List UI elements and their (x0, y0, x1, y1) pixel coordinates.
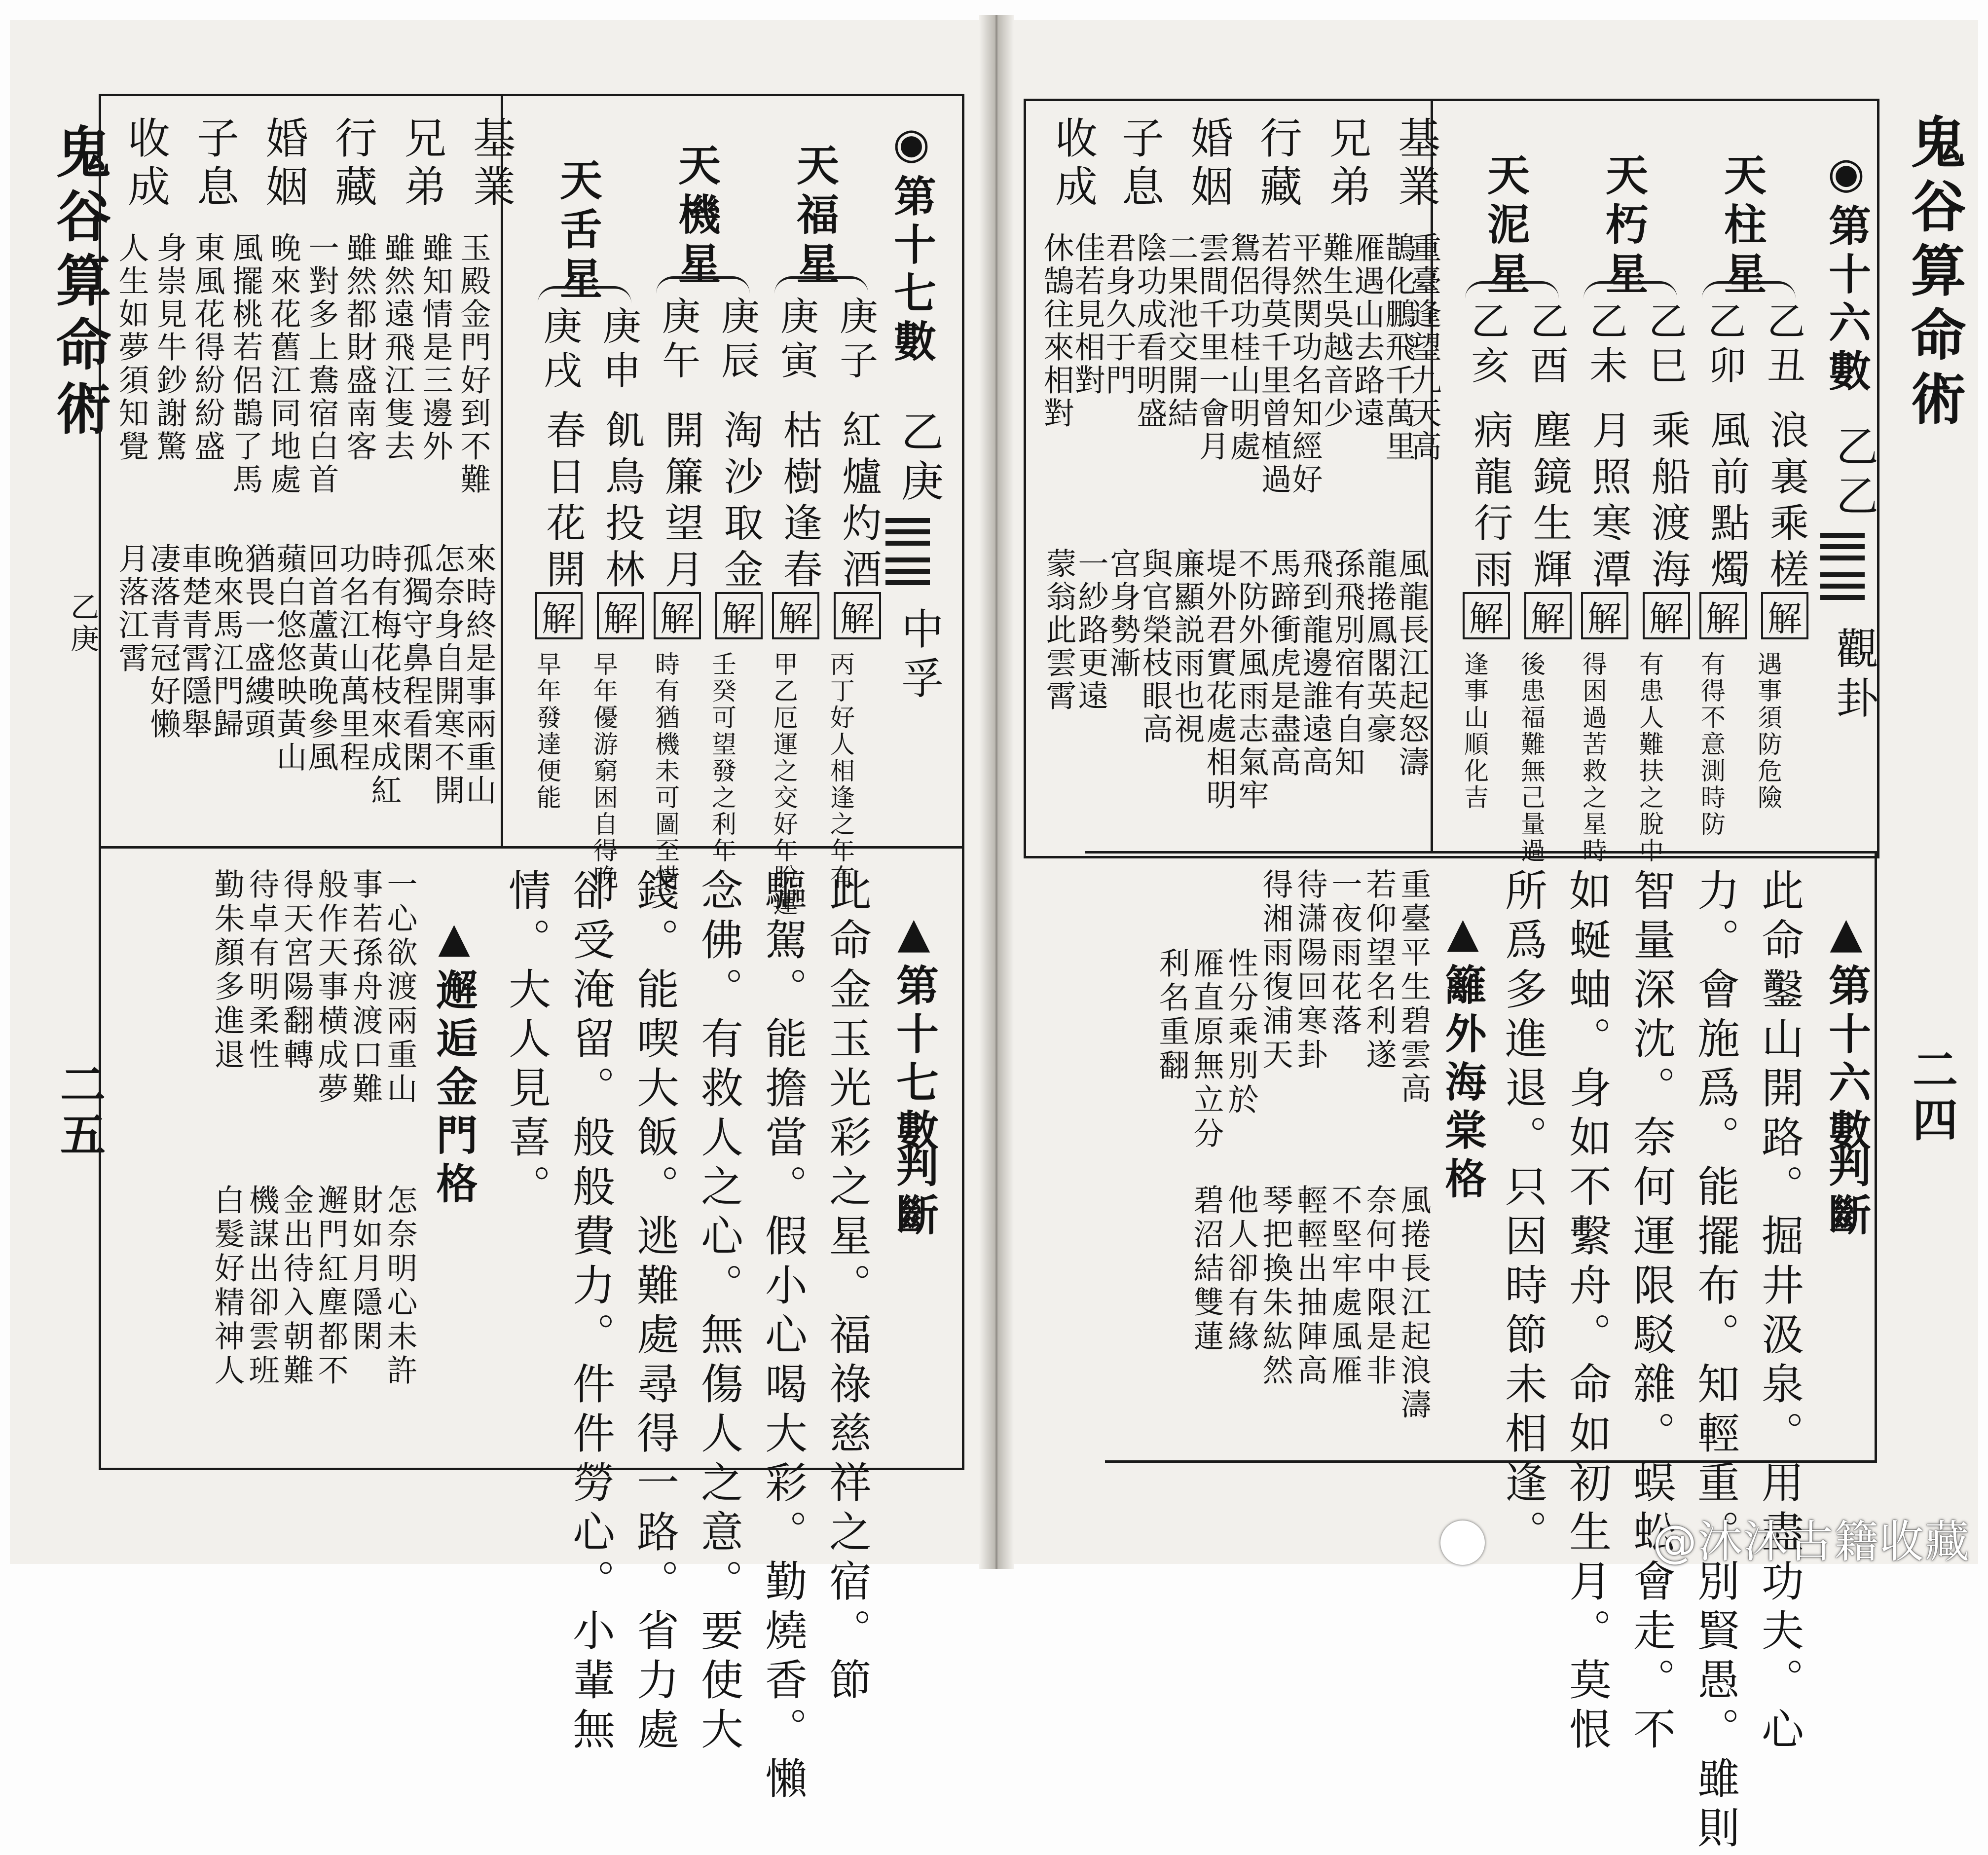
left-heading-xiongdi: 兄弟 (397, 116, 446, 213)
right-star-ganzhi: 乙未 (1583, 301, 1627, 390)
left-gua-name: 中孚 (894, 607, 943, 705)
right-upper-verse: 雲間千里一會月 (1194, 232, 1230, 463)
right-judgment-text: 智量深沈。奈何運限駁雜。蜈蚣會走。不 (1626, 868, 1675, 1756)
right-star-brace (1702, 281, 1796, 298)
right-frame-side (1875, 851, 1877, 1463)
right-poem-line: 碧沼結雙蓮 (1188, 1184, 1224, 1354)
left-heading-zixi: 子息 (189, 116, 239, 213)
book-gutter (979, 15, 1014, 1569)
right-upper-verse: 雁遇山去路遠 (1349, 232, 1385, 430)
left-margin-ganzhi: 乙庚 (66, 592, 99, 655)
left-star-ganzhi: 庚辰 (715, 296, 759, 385)
right-poem-line: 一夜雨花落 (1326, 868, 1362, 1039)
left-star-note: 甲乙厄運之交好年脫運 (770, 651, 798, 918)
left-judgment-text: 念佛。有救人之心。無傷人之意。要使大 (694, 868, 743, 1756)
left-upper-verse: 一對多上鴦宿白首 (303, 232, 339, 496)
right-poem-line: 利名重翻 (1154, 947, 1190, 1083)
right-lower-verse: 飛到龍邊誰遠高 (1297, 548, 1333, 779)
left-judgment-text: 情。大人見喜。 (501, 868, 551, 1214)
right-poem-line: 輕輕出抽陣高 (1292, 1184, 1328, 1388)
right-judgment-head: ▲第十六數 (1821, 908, 1871, 1157)
right-star-note: 逢事山順化吉 (1460, 651, 1489, 811)
left-upper-verse: 人生如夢須知覺 (113, 232, 149, 463)
right-upper-verse: 君身久于門 (1101, 232, 1137, 397)
right-lower-verse: 風龍長江起怒濤 (1394, 548, 1430, 779)
right-trigram-upper (1820, 533, 1865, 567)
left-judgment-text: 驅駕。能擔當。假小心喝大彩。勤燒香。懶 (758, 868, 807, 1806)
right-jie-box: 解 (1699, 592, 1747, 639)
right-lower-verse: 蒙翁此雲霄 (1041, 548, 1077, 713)
left-star-meaning: 枯樹逢春 (776, 409, 822, 595)
right-trigram-lower (1820, 572, 1865, 606)
left-heading-shoucheng: 收成 (120, 116, 170, 213)
left-star-meaning: 春日花開 (540, 409, 586, 595)
right-star-name: 天泥星 (1480, 153, 1530, 301)
right-jie-box: 解 (1524, 592, 1572, 639)
right-upper-verse: 難生吳越音少 (1318, 232, 1354, 430)
right-star-meaning: 塵鏡生輝 (1526, 409, 1572, 595)
right-star-meaning: 病龍行雨 (1467, 409, 1513, 595)
right-star-ganzhi: 乙酉 (1524, 301, 1568, 390)
left-upper-verse: 東風花得紛紛盛 (189, 232, 225, 463)
left-star-meaning: 淘沙取金 (717, 409, 763, 595)
left-star-meaning: 紅爐灼酒 (836, 409, 882, 595)
left-lower-verse: 蘋白悠悠映黃山 (271, 543, 307, 774)
right-poem-line: 雁直原無立分 (1188, 947, 1224, 1151)
left-poem-line: 邂門紅塵都不 (313, 1184, 349, 1388)
left-heading-xingcang: 行藏 (328, 116, 377, 213)
right-heading-hunyin: 婚姻 (1183, 116, 1233, 213)
left-star-ganzhi: 庚申 (596, 306, 641, 395)
right-heading-zixi: 子息 (1114, 116, 1164, 213)
right-gua-stems: 乙乙 (1829, 424, 1878, 523)
left-book-title: 鬼谷算命術 (47, 123, 111, 444)
left-star-ganzhi: 庚午 (656, 296, 700, 385)
right-star-meaning: 月照寒潭 (1585, 409, 1631, 595)
left-lower-verse: 來時終是事兩重山 (461, 543, 497, 807)
right-lower-verse: 孫飛別宿有自知 (1329, 548, 1365, 779)
right-star-ganzhi: 乙丑 (1761, 301, 1805, 390)
left-star-note: 丙丁好人相逢之年有 (826, 651, 855, 891)
right-lower-verse: 宫身勢漸 (1105, 548, 1141, 680)
right-star-ganzhi: 乙亥 (1465, 301, 1509, 390)
left-star-note: 早年優游窮困自得晚 (589, 651, 618, 891)
right-section-head: ◉第十六數 (1821, 148, 1871, 397)
watermark-text: @沐沐古籍收藏 (1653, 1516, 1970, 1568)
right-judgment-label: 判斷 (1821, 1145, 1871, 1241)
right-upper-verse: 休鵠往來相對 (1038, 232, 1074, 430)
left-star-name: 天福星 (789, 143, 839, 291)
left-heading-jiye: 基業 (466, 116, 515, 213)
right-poem-line: 重臺平生碧雲高 (1396, 868, 1432, 1107)
right-star-note: 得困過苦救之星時 (1579, 651, 1607, 864)
left-poem-line: 得天宮陽翻轉 (278, 868, 314, 1073)
right-star-note: 有患人難扶之脫中 (1635, 651, 1664, 864)
right-jie-box: 解 (1761, 592, 1808, 639)
right-star-meaning: 風前點燭 (1704, 409, 1750, 595)
left-lower-verse: 猶畏一盛縷頭 (240, 543, 276, 741)
right-upper-verse: 佳若見相對 (1069, 232, 1105, 397)
right-star-note: 後患福難無己量過 (1517, 651, 1546, 864)
right-poem-line: 性分乘別於 (1223, 947, 1259, 1117)
left-star-ganzhi: 庚寅 (774, 296, 818, 385)
right-upper-verse: 二果池交開結 (1163, 232, 1199, 430)
left-poem-line: 財如月隱閑 (347, 1184, 383, 1354)
right-star-name: 天朽星 (1598, 153, 1648, 301)
left-lower-verse: 時有梅花枝來成紅 (366, 543, 402, 807)
watermark-logo-icon (1440, 1521, 1485, 1565)
right-upper-verse: 陰功成看明盛 (1132, 232, 1168, 430)
left-jie-box: 解 (535, 592, 583, 639)
left-poem-line: 白髮好精神人 (209, 1184, 245, 1388)
left-star-ganzhi: 庚戌 (537, 306, 582, 395)
left-poem-line: 一心欲渡兩重山 (382, 868, 418, 1107)
left-lower-verse: 凄落青冠好懒 (145, 543, 181, 741)
right-star-note: 遇事須防危險 (1754, 651, 1782, 811)
left-star-brace (774, 276, 868, 294)
right-lower-verse: 與官榮枝眼高 (1137, 548, 1173, 746)
left-star-meaning: 飢鳥投林 (599, 409, 645, 595)
right-star-note: 有得不意測時防 (1697, 651, 1726, 838)
right-star-ganzhi: 乙巳 (1642, 301, 1687, 390)
left-gua-stems: 乙庚 (894, 409, 943, 508)
left-section-head: ◉第十七數 (886, 118, 936, 368)
left-poem-line: 機謀出卻雲班 (244, 1184, 280, 1388)
right-lower-verse: 不防外風雨志氣牢 (1233, 548, 1269, 812)
left-folio: 二五 (53, 1061, 106, 1161)
left-star-ganzhi: 庚子 (833, 296, 878, 385)
left-upper-verse: 身崇見牛鈔謝驚 (151, 232, 187, 463)
right-book-title: 鬼谷算命術 (1902, 113, 1966, 434)
right-upper-verse: 平然関功名知經好 (1287, 232, 1323, 496)
right-poem-title: ▲籬外海棠格 (1438, 908, 1487, 1205)
left-lower-verse: 功名江山萬里程 (334, 543, 370, 774)
left-star-note: 時有猶機未可圖至惜 (651, 651, 680, 891)
left-upper-verse: 雖知情是三邊外 (417, 232, 453, 463)
right-frame-divider (1085, 851, 1877, 853)
left-judgment-text: 此命金玉光彩之星。福祿慈祥之宿。節 (822, 868, 871, 1707)
left-judgment-head: ▲第十七數 (889, 908, 939, 1157)
left-trigram-lower (885, 557, 930, 592)
left-jie-box: 解 (597, 592, 644, 639)
left-star-note: 壬癸可望發之利年 (708, 651, 736, 864)
right-upper-verse: 若得莫千里曾植過 (1256, 232, 1292, 496)
left-poem-line: 怎奈明心未許 (382, 1184, 418, 1388)
right-poem-line: 風捲長江起浪濤 (1396, 1184, 1432, 1422)
right-judgment-text: 所爲多進退。只因時節未相逢。 (1498, 868, 1547, 1559)
right-poem-line: 琴把換朱紘然 (1257, 1184, 1293, 1388)
left-jie-box: 解 (654, 592, 701, 639)
right-lower-verse: 馬蹄衝虎是盡高 (1265, 548, 1301, 779)
right-lower-verse: 一紗路更遠 (1073, 548, 1109, 713)
left-poem-line: 待卓有明柔性 (244, 868, 280, 1073)
left-star-name: 天舌星 (552, 158, 602, 306)
left-poem-line: 金出待入朝難 (278, 1184, 314, 1388)
left-judgment-text: 錢。能喫大飯。逃難處尋得一路。省力處 (629, 868, 679, 1756)
left-poem-line: 般作天事横成夢 (313, 868, 349, 1107)
right-upper-verse: 鴛侶功桂山明處 (1225, 232, 1261, 463)
left-upper-verse: 風擺桃若侶鵲了馬 (227, 232, 263, 496)
left-star-name: 天機星 (671, 143, 721, 291)
right-poem-line: 得湘雨復浦天 (1257, 868, 1293, 1073)
left-star-brace (538, 286, 631, 303)
right-lower-verse: 堤外君實花處相明 (1201, 548, 1237, 812)
left-lower-verse: 車楚青霄隱舉 (177, 543, 213, 741)
right-judgment-text: 此命鑿山開路。掘井汲泉。用盡功夫。心 (1754, 868, 1804, 1756)
right-star-meaning: 浪裏乘槎 (1763, 409, 1809, 595)
right-heading-xingcang: 行藏 (1252, 116, 1302, 213)
right-heading-shoucheng: 收成 (1048, 116, 1097, 213)
right-poem-line: 不堅牢處風雁 (1326, 1184, 1362, 1388)
right-jie-box: 解 (1463, 592, 1510, 639)
left-upper-verse: 雖然都財盛南客 (341, 232, 377, 463)
left-poem-line: 事若孫舟渡口難 (347, 868, 383, 1107)
right-star-ganzhi: 乙卯 (1701, 301, 1746, 390)
left-star-brace (656, 276, 750, 294)
right-folio: 二四 (1905, 1046, 1958, 1147)
left-lower-verse: 晚來馬江門歸 (208, 543, 244, 741)
right-poem-line: 奈何中限是非 (1361, 1184, 1397, 1388)
right-star-meaning: 乘船渡海 (1645, 409, 1691, 595)
left-jie-box: 解 (772, 592, 819, 639)
left-star-note: 早年發達便能 (533, 651, 561, 811)
right-judgment-text: 如蜒蚰。身如不繫舟。命如初生月。莫恨 (1562, 868, 1611, 1756)
right-poem-line: 若仰望名利遂 (1361, 868, 1397, 1073)
right-star-brace (1583, 281, 1677, 298)
right-jie-box: 解 (1581, 592, 1628, 639)
left-lower-verse: 月落江霄 (113, 543, 149, 675)
right-heading-jiye: 基業 (1391, 116, 1440, 213)
left-lower-verse: 回首蘆黃晚參風 (303, 543, 339, 774)
right-lower-verse: 廉顯説雨也視 (1169, 548, 1205, 746)
left-jie-box: 解 (715, 592, 763, 639)
right-gua-name: 觀卦 (1829, 627, 1878, 725)
left-judgment-label: 判斷 (889, 1145, 939, 1241)
right-heading-xiongdi: 兄弟 (1322, 116, 1371, 213)
left-upper-verse: 晚來花舊江同地處 (265, 232, 301, 496)
right-judgment-text: 力。會施爲。能擺布。知輕重。別賢愚。雖則 (1690, 868, 1739, 1855)
right-star-name: 天柱星 (1717, 153, 1767, 301)
left-lower-verse: 孤獨守鼻程看閑 (398, 543, 434, 774)
right-poem-line: 待潇陽回寒卦 (1292, 868, 1328, 1073)
left-upper-verse: 玉殿金門好到不難 (455, 232, 491, 496)
left-jie-box: 解 (834, 592, 881, 639)
right-upper-verse: 鵲化鵬飛千萬里 (1380, 232, 1416, 463)
right-jie-box: 解 (1643, 592, 1690, 639)
right-star-brace (1465, 281, 1559, 298)
right-poem-line: 他人卻有緣 (1223, 1184, 1259, 1354)
left-poem-line: 勤朱顏多進退 (209, 868, 245, 1073)
left-trigram-upper (885, 518, 930, 552)
right-upper-verse: 重臺逢望九天高 (1406, 232, 1442, 463)
left-star-meaning: 開簾望月 (658, 409, 704, 595)
left-poem-title: ▲邂逅金門格 (430, 913, 479, 1210)
right-lower-verse: 龍捲鳳閣英豪 (1362, 548, 1398, 746)
left-upper-verse: 雖然遠飛江隻去 (379, 232, 415, 463)
left-judgment-text: 卻受淹留。般般費力。件件勞心。小輩無 (565, 868, 615, 1756)
left-lower-verse: 怎奈身自開寒不開 (429, 543, 465, 807)
left-heading-hunyin: 婚姻 (258, 116, 308, 213)
